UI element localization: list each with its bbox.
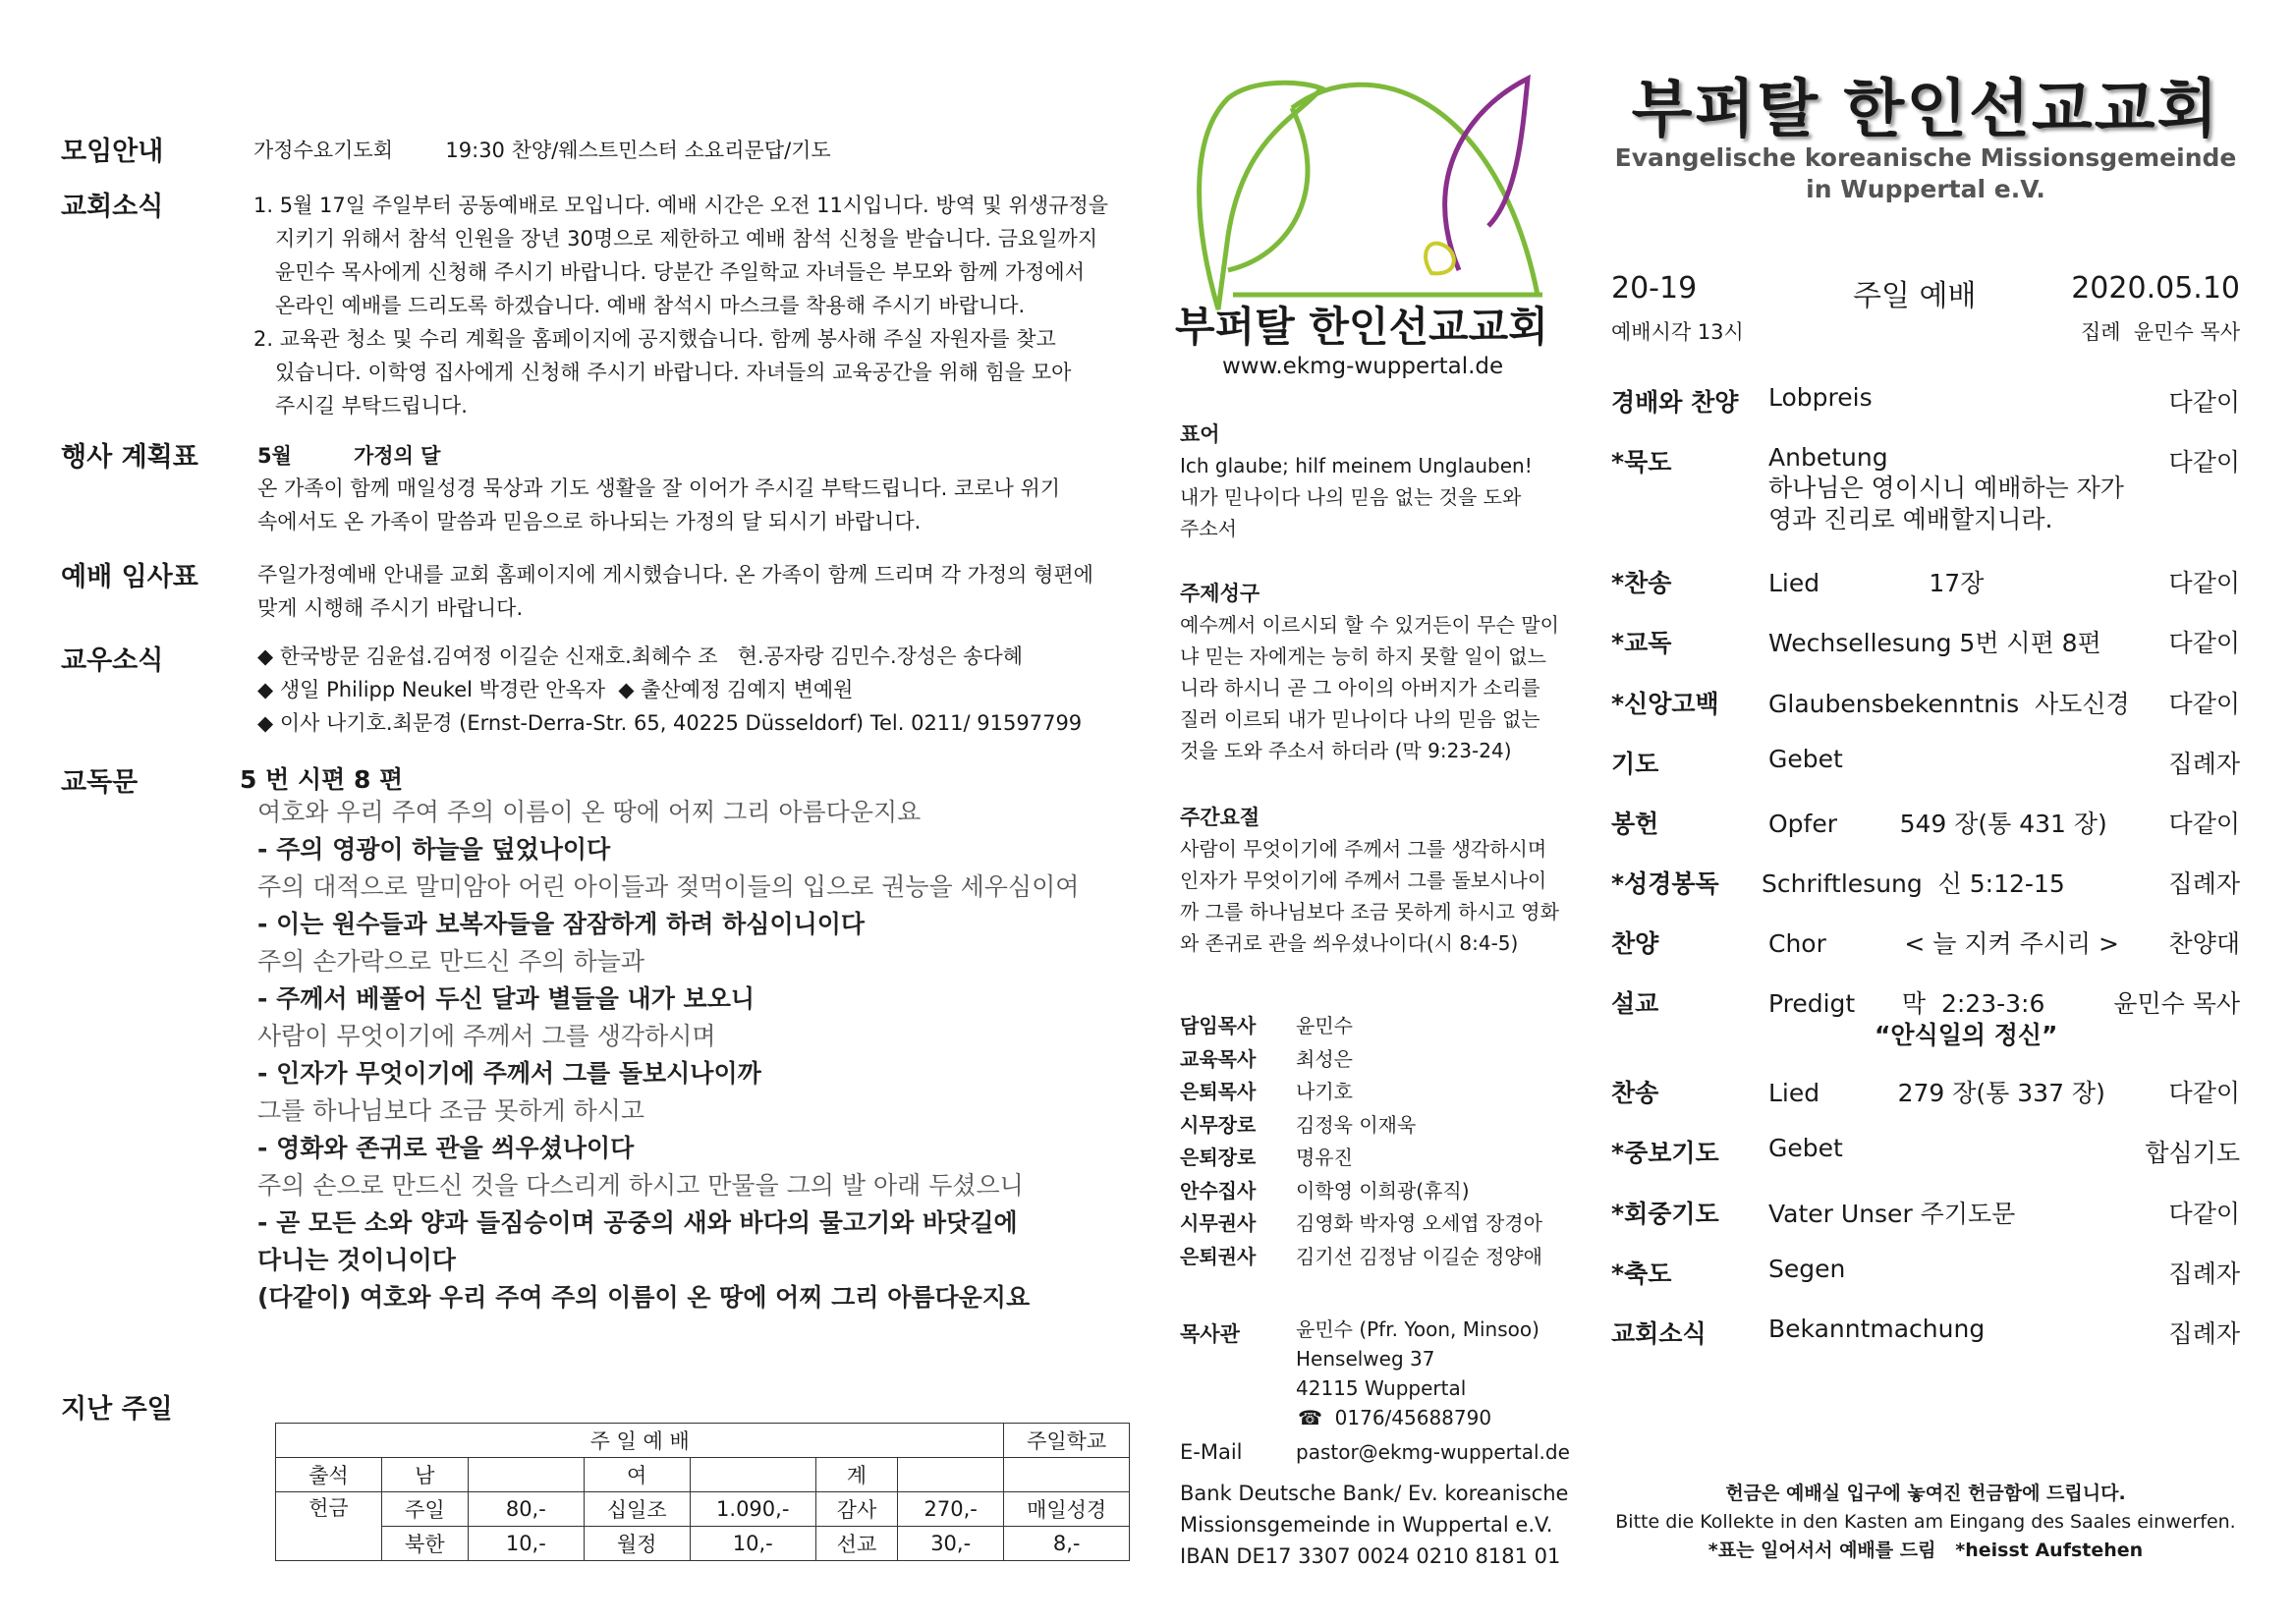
- news-line: 주시길 부탁드립니다.: [275, 394, 468, 418]
- order-title: 경배와 찬양: [1611, 388, 1739, 417]
- theme-verse-line: 질러 이르되 내가 믿나이다 나의 믿음 없는: [1180, 707, 1540, 731]
- table-cell: 매일성경: [1004, 1492, 1130, 1527]
- motto-title: 표어: [1180, 422, 1220, 446]
- event-body: [257, 472, 1060, 538]
- reading-line: - 인자가 무엇이기에 주께서 그를 돌보시나이까: [257, 1059, 761, 1088]
- table-cell: 10,-: [468, 1527, 584, 1561]
- order-item: Vater Unser 주기도문: [1768, 1200, 2016, 1228]
- order-note-line: 하나님은 영이시니 예배하는 자가: [1768, 474, 2124, 502]
- order-role: 다같이: [2168, 448, 2240, 476]
- phone-icon: ☎: [1298, 1406, 1322, 1429]
- event-line: 온 가족이 함께 매일성경 묵상과 기도 생활을 잘 이어가 주시길 부탁드립니다. 코로나 위기: [257, 476, 1061, 500]
- order-title: *성경봉독: [1611, 869, 1719, 898]
- order-item: Anbetung: [1768, 443, 1888, 472]
- order-item: Predigt 막 2:23-3:6: [1768, 989, 2045, 1018]
- order-title: *교독: [1611, 629, 1672, 657]
- staff-names: 김영화 박자영 오세엽 장경아: [1296, 1211, 1542, 1235]
- order-role: 집례자: [2168, 869, 2240, 898]
- offering-note-line: *표는 일어서서 예배를 드림 *heisst Aufstehen: [1707, 1540, 2144, 1561]
- reading-line: (다같이) 여호와 우리 주여 주의 이름이 온 땅에 어찌 그리 아름다운지요: [257, 1283, 1031, 1312]
- order-row: [1611, 865, 2240, 904]
- reading-line: 그를 하나님보다 조금 못하게 하시고: [257, 1096, 645, 1125]
- worship-guide-line: 맞게 시행해 주시기 바랍니다.: [257, 596, 524, 620]
- section-title-reading: 교독문: [61, 767, 139, 798]
- staff-role: 은퇴목사: [1180, 1080, 1257, 1103]
- staff-role: 시무권사: [1180, 1211, 1257, 1235]
- section-title-event: 행사 계획표: [61, 442, 198, 473]
- motto-line: 내가 믿나이다 나의 믿음 없는 것을 도와: [1180, 485, 1522, 509]
- worship-guide-line: 주일가정예배 안내를 교회 홈페이지에 게시했습니다. 온 가족이 함께 드리며 각 가정의 형편에: [257, 563, 1093, 587]
- order-item: Lobpreis: [1768, 383, 1873, 412]
- reading-line: 주의 손가락으로 만드신 주의 하늘과: [257, 947, 645, 976]
- offering-note-line: Bitte die Kollekte in den Kasten am Eingang des Saales einwerfen.: [1615, 1511, 2236, 1533]
- service-time: 예배시각 13시: [1611, 320, 1744, 344]
- email-link[interactable]: pastor@ekmg-wuppertal.de: [1296, 1440, 1570, 1464]
- table-cell: 계: [815, 1458, 897, 1492]
- reading-line: 주의 손으로 만드신 것을 다스리게 하시고 만물을 그의 발 아래 두셨으니: [257, 1171, 1024, 1200]
- section-title-moim: 모임안내: [61, 137, 164, 167]
- pastor-phone: 0176/45688790: [1334, 1406, 1492, 1429]
- table-row: [276, 1424, 1130, 1458]
- church-subtitle-2: in Wuppertal e.V.: [1806, 175, 2045, 203]
- table-cell: 월정: [584, 1527, 690, 1561]
- theme-verse-line: 냐 믿는 자에게는 능히 하지 못할 일이 없느: [1180, 644, 1546, 668]
- staff-role: 은퇴권사: [1180, 1244, 1257, 1268]
- last-sunday-title: 지난 주일: [61, 1394, 173, 1425]
- table-cell: 80,-: [468, 1492, 584, 1527]
- members-body: [257, 640, 1082, 740]
- church-logo-icon: [1174, 59, 1567, 314]
- theme-verse-title: 주제성구: [1180, 582, 1260, 605]
- reading-line: - 주께서 베풀어 두신 달과 별들을 내가 보오니: [257, 984, 756, 1013]
- order-role: 집례자: [2168, 1260, 2240, 1288]
- table-cell: 북한: [381, 1527, 468, 1561]
- order-title: *회중기도: [1611, 1200, 1719, 1228]
- news-line: 1. 5월 17일 주일부터 공동예배로 모입니다. 예배 시간은 오전 11시입니다. 방역 및 위생규정을: [253, 194, 1109, 217]
- order-note-line: 영과 진리로 예배할지니라.: [1768, 505, 2053, 533]
- order-role: 다같이: [2168, 810, 2240, 838]
- section-title-members: 교우소식: [61, 645, 164, 676]
- weekly-verse-line: 까 그를 하나님보다 조금 못하게 하시고 영화: [1180, 900, 1559, 924]
- staff-names: 김기선 김정남 이길순 정양애: [1296, 1244, 1542, 1268]
- order-item: Opfer 549 장(통 431 장): [1768, 810, 2107, 838]
- theme-verse-body: [1180, 609, 1559, 766]
- staff-list: [1180, 1010, 1593, 1275]
- reading-body: [257, 794, 1079, 1316]
- worship-guide-body: [257, 558, 1093, 625]
- reading-line: - 영화와 존귀로 관을 씌우셨나이다: [257, 1134, 635, 1162]
- table-cell: 감사: [815, 1492, 897, 1527]
- bank-info: [1180, 1478, 1568, 1572]
- staff-role: 안수집사: [1180, 1178, 1257, 1203]
- order-role: 다같이: [2168, 629, 2240, 657]
- table-cell: 남: [381, 1458, 468, 1492]
- order-row: [1611, 1255, 2240, 1294]
- staff-role: 은퇴장로: [1180, 1146, 1257, 1169]
- order-title: 찬송: [1611, 1079, 1659, 1107]
- news-line: 온라인 예배를 드리도록 하겠습니다. 예배 참석시 마스크를 착용해 주시기 바랍니다.: [275, 294, 1026, 317]
- event-line: 속에서도 온 가족이 말씀과 믿음으로 하나되는 가정의 달 되시기 바랍니다.: [257, 510, 922, 533]
- weekly-verse-line: 인자가 무엇이기에 주께서 그를 돌보시나이: [1180, 868, 1547, 892]
- news-line: 윤민수 목사에게 신청해 주시기 바랍니다. 당분간 주일학교 자녀들은 부모와 함께 가정에서: [275, 260, 1086, 284]
- reading-line: 주의 대적으로 말미암아 어린 아이들과 젖먹이들의 입으로 권능을 세우심이여: [257, 872, 1080, 901]
- sermon-title: “안식일의 정신”: [1875, 1021, 2058, 1049]
- table-cell: [468, 1458, 584, 1492]
- service-name: 주일 예배: [1853, 279, 1977, 313]
- motto-line: Ich glaube; hilf meinem Unglauben!: [1180, 454, 1533, 477]
- table-cell: 주일: [381, 1492, 468, 1527]
- service-date: 2020.05.10: [2071, 271, 2240, 306]
- offering-note: [1611, 1480, 2240, 1565]
- table-cell: 30,-: [898, 1527, 1004, 1561]
- order-title: *찬송: [1611, 569, 1672, 597]
- pastor-city: 42115 Wuppertal: [1296, 1376, 1467, 1400]
- reading-line: 사람이 무엇이기에 주께서 그를 생각하시며: [257, 1022, 716, 1050]
- order-item: Glaubensbekenntnis 사도신경: [1768, 690, 2130, 718]
- members-line: ◆ 한국방문 김윤섭.김여정 이길순 신재호.최혜수 조 현.공자랑 김민수.장성은 송다혜: [257, 644, 1024, 668]
- order-row: [1611, 383, 2240, 422]
- order-row: [1611, 805, 2240, 844]
- order-title: 교회소식: [1611, 1319, 1707, 1348]
- staff-role: 교육목사: [1180, 1046, 1257, 1071]
- order-item: Wechsellesung 5번 시편 8편: [1768, 629, 2101, 657]
- order-row: [1611, 924, 2240, 964]
- weekly-verse-line: 사람이 무엇이기에 주께서 그를 생각하시며: [1180, 837, 1547, 861]
- motto-body: [1180, 450, 1533, 544]
- reading-line: - 곧 모든 소와 양과 들짐승이며 공중의 새와 바다의 물고기와 바닷길에: [257, 1208, 1018, 1237]
- table-cell: 출석: [276, 1458, 382, 1492]
- order-item: Bekanntmachung: [1768, 1315, 1986, 1343]
- motto-line: 주소서: [1180, 517, 1237, 540]
- table-cell: 8,-: [1004, 1527, 1130, 1561]
- news-line: 지키기 위해서 참석 인원을 장년 30명으로 제한하고 예배 참석 신청을 받습니다. 금요일까지: [275, 227, 1098, 251]
- reading-line: 여호와 우리 주여 주의 이름이 온 땅에 어찌 그리 아름다운지요: [257, 798, 922, 826]
- service-number: 20-19: [1611, 271, 1698, 306]
- website-link[interactable]: www.ekmg-wuppertal.de: [1222, 354, 1504, 379]
- order-title: *묵도: [1611, 448, 1672, 476]
- order-row: [1611, 1074, 2240, 1113]
- order-row: [1611, 564, 2240, 603]
- bank-line: Missionsgemeinde in Wuppertal e.V.: [1180, 1513, 1553, 1537]
- order-role: 다같이: [2168, 569, 2240, 597]
- table-header-school: 주일학교: [1004, 1424, 1130, 1458]
- table-row: [276, 1492, 1130, 1527]
- order-note: [1768, 473, 2124, 535]
- order-role: 찬양대: [2168, 929, 2240, 958]
- staff-role: 담임목사: [1180, 1014, 1257, 1037]
- reading-ref: 5 번 시편 8 편: [240, 765, 404, 794]
- church-subtitle-1: Evangelische koreanische Missionsgemeinde: [1614, 143, 2237, 172]
- order-role: 다같이: [2168, 1079, 2240, 1107]
- reading-line: - 이는 원수들과 보복자들을 잠잠하게 하려 하심이니이다: [257, 910, 866, 938]
- weekly-verse-title: 주간요절: [1180, 806, 1260, 829]
- attendance-table: [275, 1423, 1130, 1561]
- moim-text: 가정수요기도회 19:30 찬양/웨스트민스터 소요리문답/기도: [253, 139, 831, 162]
- table-cell: 여: [584, 1458, 690, 1492]
- staff-names: 이학영 이희광(휴직): [1296, 1178, 1470, 1203]
- order-item: Segen: [1768, 1255, 1846, 1283]
- news-body: [253, 189, 1108, 422]
- order-title: 찬양: [1611, 929, 1659, 958]
- order-role: 다같이: [2168, 690, 2240, 718]
- table-row: [276, 1458, 1130, 1492]
- theme-verse-line: 예수께서 이르시되 할 수 있거든이 무슨 말이: [1180, 613, 1559, 637]
- reading-line: - 주의 영광이 하늘을 덮었나이다: [257, 835, 611, 864]
- event-theme: 가정의 달: [354, 444, 441, 468]
- table-cell: 선교: [815, 1527, 897, 1561]
- order-role: 다같이: [2168, 388, 2240, 417]
- weekly-verse-body: [1180, 833, 1559, 959]
- table-row: [276, 1527, 1130, 1561]
- offering-note-line: 헌금은 예배실 입구에 놓여진 헌금함에 드립니다.: [1725, 1483, 2126, 1504]
- table-cell: [1004, 1458, 1130, 1492]
- table-cell: [690, 1458, 815, 1492]
- table-cell: [898, 1458, 1004, 1492]
- order-title: *중보기도: [1611, 1139, 1719, 1167]
- section-title-news: 교회소식: [61, 192, 164, 222]
- order-row: [1611, 1195, 2240, 1234]
- order-role: 윤민수 목사: [2113, 989, 2240, 1018]
- order-title: *축도: [1611, 1260, 1672, 1288]
- staff-names: 윤민수: [1296, 1014, 1353, 1037]
- order-row: [1611, 745, 2240, 784]
- church-title: 부퍼탈 한인선교교회: [1631, 74, 2220, 146]
- bank-line: Bank Deutsche Bank/ Ev. koreanische: [1180, 1482, 1569, 1505]
- email-label: E-Mail: [1180, 1440, 1243, 1464]
- order-title: 봉헌: [1611, 810, 1659, 838]
- table-cell: 270,-: [898, 1492, 1004, 1527]
- order-row: [1611, 1315, 2240, 1354]
- weekly-verse-line: 와 존귀로 관을 씌우셨나이다(시 8:4-5): [1180, 931, 1519, 955]
- table-cell: 십일조: [584, 1492, 690, 1527]
- event-month: 5월: [257, 444, 292, 468]
- service-leader: 집례 윤민수 목사: [2080, 320, 2240, 344]
- order-item: Schriftlesung 신 5:12-15: [1762, 869, 2065, 898]
- staff-names: 김정욱 이재욱: [1296, 1112, 1417, 1137]
- staff-role: 시무장로: [1180, 1112, 1257, 1137]
- logo-text: 부퍼탈 한인선교교회: [1175, 303, 1548, 351]
- table-header-worship: 주 일 예 배: [276, 1424, 1004, 1458]
- pastor-name: 윤민수 (Pfr. Yoon, Minsoo): [1296, 1317, 1539, 1341]
- order-item: Gebet: [1768, 745, 1843, 773]
- order-title: *신앙고백: [1611, 690, 1719, 718]
- order-row: [1611, 685, 2240, 724]
- order-role: 집례자: [2168, 1319, 2240, 1348]
- table-cell: 헌금: [276, 1492, 382, 1561]
- order-item: Gebet: [1768, 1134, 1843, 1162]
- reading-line: 다니는 것이니이다: [257, 1246, 456, 1274]
- news-line: 2. 교육관 청소 및 수리 계획을 홈페이지에 공지했습니다. 함께 봉사해 주실 자원자를 찾고: [253, 327, 1056, 351]
- members-line: ◆ 이사 나기호.최문경 (Ernst-Derra-Str. 65, 40225 Düsseldorf) Tel. 0211/ 91597799: [257, 711, 1083, 735]
- staff-names: 최성은: [1296, 1046, 1353, 1071]
- pastor-address: [1296, 1315, 1539, 1432]
- order-role: 합심기도: [2145, 1139, 2240, 1167]
- order-role: 집례자: [2168, 750, 2240, 778]
- order-item: Lied 279 장(통 337 장): [1768, 1079, 2105, 1107]
- order-title: 기도: [1611, 750, 1659, 778]
- order-item: Lied 17장: [1768, 569, 1985, 597]
- order-role: 다같이: [2168, 1200, 2240, 1228]
- order-row: [1611, 1134, 2240, 1173]
- theme-verse-line: 니라 하시니 곧 그 아이의 아버지가 소리를: [1180, 676, 1540, 700]
- order-row: [1611, 624, 2240, 663]
- pastor-label: 목사관: [1180, 1322, 1240, 1346]
- table-cell: 10,-: [690, 1527, 815, 1561]
- staff-names: 나기호: [1296, 1080, 1353, 1103]
- pastor-street: Henselweg 37: [1296, 1347, 1435, 1371]
- section-title-worship-guide: 예배 임사표: [61, 562, 198, 592]
- members-line: ◆ 생일 Philipp Neukel 박경란 안옥자 ◆ 출산예정 김예지 변예원: [257, 678, 854, 701]
- order-item: Chor < 늘 지켜 주시리 >: [1768, 929, 2119, 958]
- staff-names: 명유진: [1296, 1146, 1353, 1169]
- news-line: 있습니다. 이학영 집사에게 신청해 주시기 바랍니다. 자녀들의 교육공간을 위해 힘을 모아: [275, 361, 1072, 384]
- theme-verse-line: 것을 도와 주소서 하더라 (막 9:23-24): [1180, 739, 1512, 762]
- order-title: 설교: [1611, 989, 1659, 1018]
- table-cell: 1.090,-: [690, 1492, 815, 1527]
- bank-line: IBAN DE17 3307 0024 0210 8181 01: [1180, 1544, 1561, 1568]
